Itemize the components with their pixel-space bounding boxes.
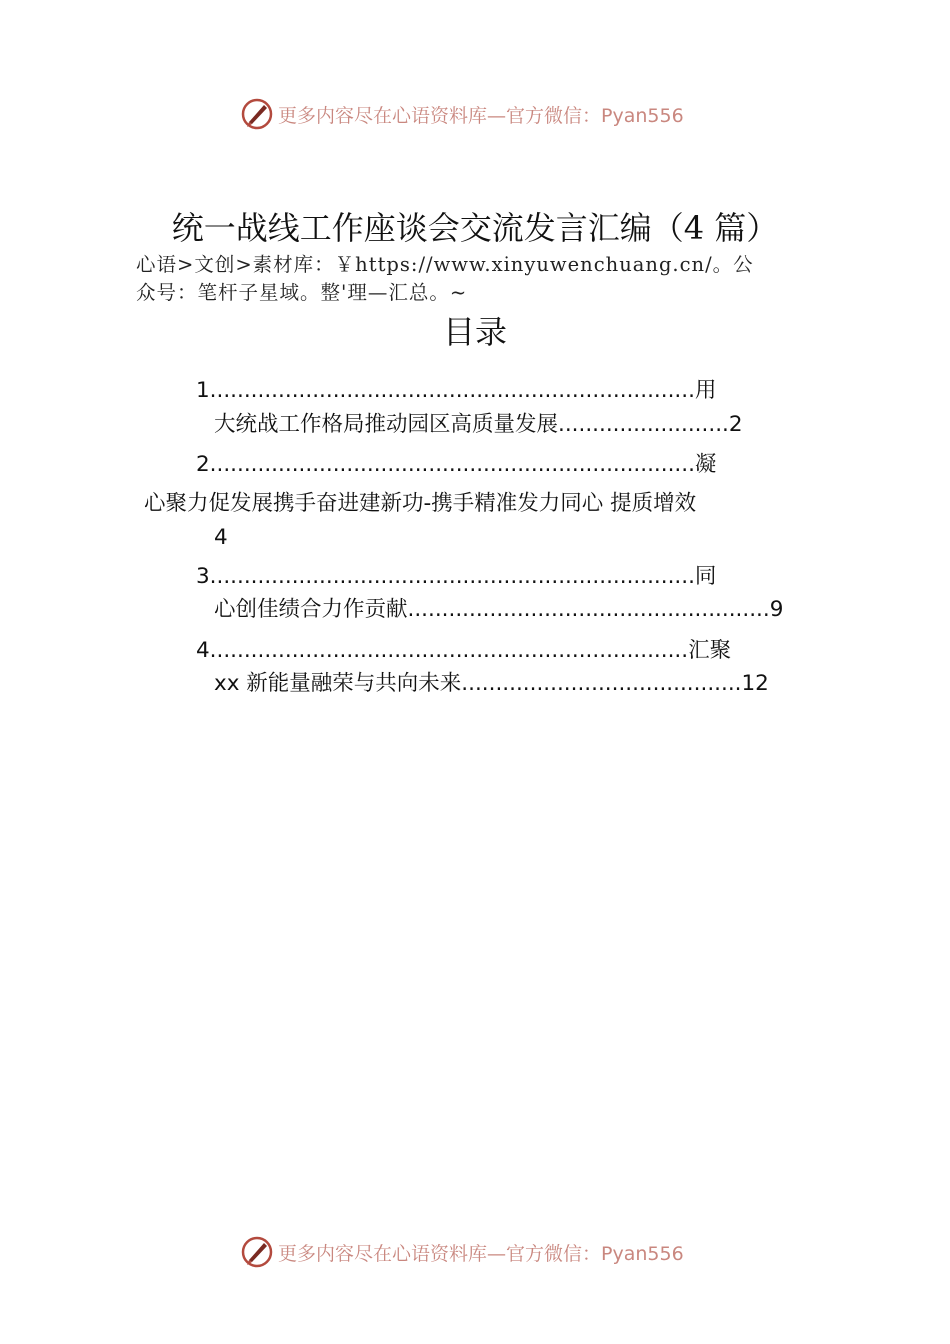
toc-heading: 目录 — [442, 313, 507, 351]
watermark-wechat-id: Pyan556 — [601, 104, 684, 127]
toc-entry-1-number-line[interactable]: 1.......................................................................用 — [196, 378, 717, 403]
source-note-line-1: 心语>文创>素材库：￥https://www.xinyuwenchuang.cn/。公 — [136, 253, 754, 276]
toc-entry-1-title-line[interactable]: 大统战工作格局推动园区高质量发展.........................2 — [214, 412, 743, 437]
watermark-text: 更多内容尽在心语资料库—官方微信：Pyan556 — [278, 104, 684, 127]
toc-entry-3-number-line[interactable]: 3.......................................................................同 — [196, 564, 717, 589]
watermark-text: 更多内容尽在心语资料库—官方微信：Pyan556 — [278, 1242, 684, 1265]
footer-watermark — [240, 1234, 740, 1270]
source-note-line-2: 众号：笔杆子星域。整'理—汇总。~ — [136, 281, 468, 304]
header-watermark — [240, 96, 740, 132]
toc-entry-4-number-line[interactable]: 4......................................................................汇聚 — [196, 638, 732, 663]
toc-entry-2-title-line[interactable]: 心聚力促发展携手奋进建新功-携手精准发力同心 提质增效 — [144, 491, 697, 516]
source-note — [136, 251, 836, 307]
watermark-wechat-id: Pyan556 — [601, 1242, 684, 1265]
toc-entry-2-number-line[interactable]: 2.......................................................................凝 — [196, 452, 717, 477]
document-title: 统一战线工作座谈会交流发言汇编（4 篇） — [171, 209, 779, 247]
toc-entry-2-page-number[interactable]: 4 — [214, 525, 228, 550]
toc-entry-4-title-line[interactable]: xx 新能量融荣与共向未来.........................................12 — [214, 671, 769, 696]
quill-pen-logo-icon — [240, 97, 274, 131]
quill-pen-logo-icon — [240, 1235, 274, 1269]
toc-entry-3-title-line[interactable]: 心创佳绩合力作贡献.....................................................9 — [214, 597, 784, 622]
